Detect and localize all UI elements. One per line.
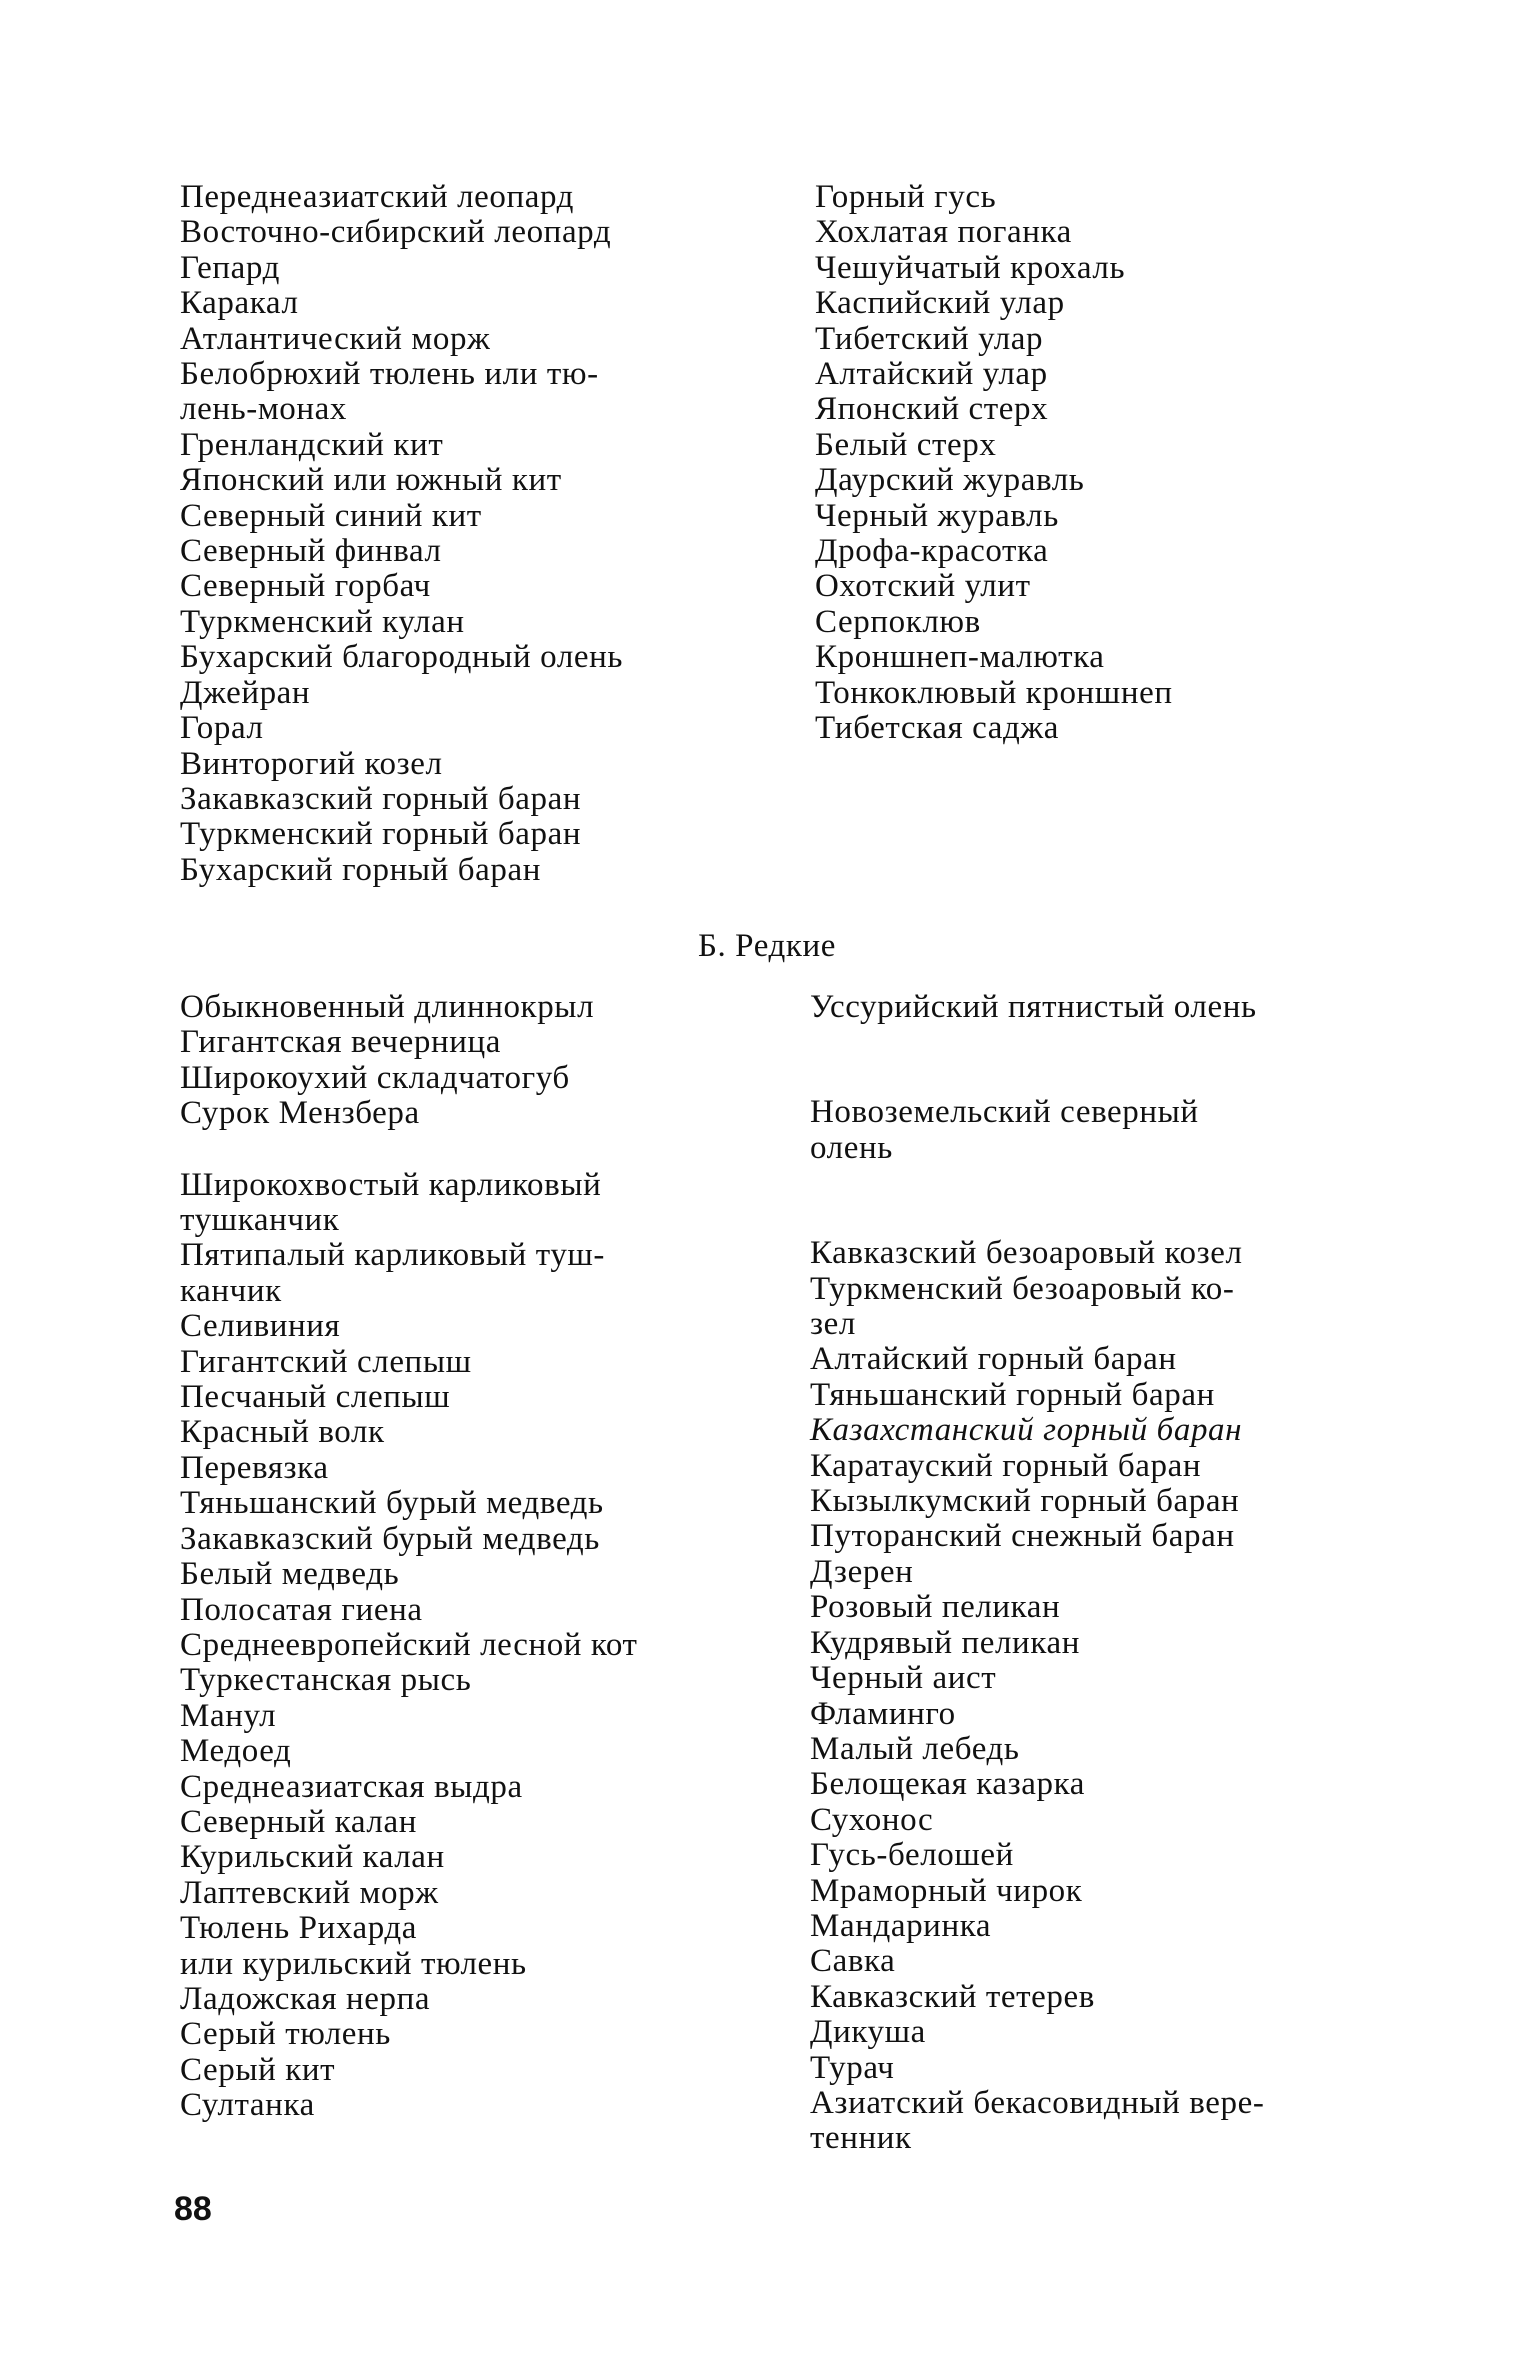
list-item: Тибетский улар xyxy=(815,320,1044,357)
list-item: Переднеазиатский леопард xyxy=(180,179,575,215)
list-item: Винторогий козел xyxy=(180,745,443,782)
list-item: Турач xyxy=(810,2049,895,2086)
list-item: Алтайский улар xyxy=(815,356,1048,393)
list-item: Серпоклюв xyxy=(815,603,981,640)
list-item: Кудрявый пеликан xyxy=(810,1624,1080,1661)
list-item: Горный гусь xyxy=(815,179,997,215)
list-item: Японский стерх xyxy=(815,391,1049,428)
list-item: Тонкоклювый кроншнеп xyxy=(815,674,1173,711)
list-item xyxy=(810,1413,1350,1448)
list-item: Тяньшанский бурый медведь xyxy=(180,1485,604,1522)
list-item: Селивиния xyxy=(180,1308,341,1345)
list-item: Савка xyxy=(810,1943,896,1980)
list-item: Сухонос xyxy=(810,1801,934,1838)
list-item: Тибетская саджа xyxy=(815,710,1060,747)
list-item: тенник xyxy=(810,2120,912,2157)
list-item: Лаптевский морж xyxy=(180,1874,439,1911)
list-item: Даурский журавль xyxy=(815,462,1085,499)
list-item: Розовый пеликан xyxy=(810,1589,1061,1626)
list-item: Японский или южный кит xyxy=(180,462,562,499)
list-item: Фламинго xyxy=(810,1695,956,1732)
list-item: Мраморный чирок xyxy=(810,1872,1083,1909)
list-item: Полосатая гиена xyxy=(180,1591,423,1628)
list-item: Белобрюхий тюлень или тю- xyxy=(180,356,599,393)
list-item: Тяньшанский горный баран xyxy=(810,1376,1215,1413)
list-item: Султанка xyxy=(180,2087,315,2124)
list-item: Бухарский благородный олень xyxy=(180,639,624,676)
list-item: Тюлень Рихарда xyxy=(180,1910,418,1947)
list-item: Манул xyxy=(180,1697,277,1734)
list-item: лень-монах xyxy=(180,391,348,428)
list-item: Северный финвал xyxy=(180,533,442,570)
list-item: Кавказский тетерев xyxy=(810,1978,1095,2015)
list-item: олень xyxy=(810,1129,893,1166)
list-item: Азиатский бекасовидный вере- xyxy=(810,2084,1265,2121)
list-item: Гигантская вечерница xyxy=(180,1024,501,1061)
section-heading: Б. Редкие xyxy=(697,928,837,964)
list-item: Каспийский улар xyxy=(815,285,1065,322)
list-item: Белый медведь xyxy=(180,1556,400,1593)
list-item: Горал xyxy=(180,710,264,747)
list-item: Пятипалый карликовый туш- xyxy=(180,1237,606,1274)
list-item: Дикуша xyxy=(810,2014,926,2051)
list-item: Сурок Мензбера xyxy=(180,1095,420,1132)
list-item: Северный синий кит xyxy=(180,497,482,534)
list-item: Белый стерх xyxy=(815,426,997,463)
list-item: Чешуйчатый крохаль xyxy=(815,249,1126,286)
list-item: Северный горбач xyxy=(180,568,431,605)
list-item: Гепард xyxy=(180,249,280,286)
list-item: Дрофа-красотка xyxy=(815,533,1049,570)
list-item: Путоранский снежный баран xyxy=(810,1518,1235,1555)
list-item: Белощекая казарка xyxy=(810,1766,1085,1803)
list-item: Широкоухий складчатогуб xyxy=(180,1059,570,1096)
list-item: Туркменский безоаровый ко- xyxy=(810,1270,1235,1307)
list-item: тушканчик xyxy=(180,1202,340,1239)
list-item: Перевязка xyxy=(180,1449,329,1486)
list-item: Туркменский горный баран xyxy=(180,816,582,853)
list-item: Северный калан xyxy=(180,1803,417,1840)
list-item: канчик xyxy=(180,1272,282,1309)
list-item: Ладожская нерпа xyxy=(180,1980,431,2017)
list-item: Каракал xyxy=(180,285,299,322)
list-item: Среднеевропейский лесной кот xyxy=(180,1626,638,1663)
list-item: Новоземельский северный xyxy=(810,1094,1199,1131)
list-item: Серый тюлень xyxy=(180,2016,391,2053)
list-item: Красный волк xyxy=(180,1414,385,1451)
list-item: Алтайский горный баран xyxy=(810,1341,1177,1378)
list-item: Восточно-сибирский леопард xyxy=(180,214,612,251)
list-item: Туркестанская рысь xyxy=(180,1662,472,1699)
list-item: Кавказский безоаровый козел xyxy=(810,1235,1243,1272)
list-item: Медоед xyxy=(180,1733,292,1770)
section-a-right-column xyxy=(815,180,1335,747)
list-item: Дзерен xyxy=(810,1553,914,1590)
list-item: Серый кит xyxy=(180,2051,336,2088)
list-item: Закавказский бурый медведь xyxy=(180,1520,600,1557)
list-item: Черный журавль xyxy=(815,497,1059,534)
list-item: Туркменский кулан xyxy=(180,603,465,640)
list-item: Гигантский слепыш xyxy=(180,1343,472,1380)
list-item: зел xyxy=(810,1306,856,1343)
list-item: Гусь-белошей xyxy=(810,1837,1014,1874)
list-item: Песчаный слепыш xyxy=(180,1379,451,1416)
list-item: Охотский улит xyxy=(815,568,1031,605)
list-item: Джейран xyxy=(180,674,311,711)
list-item: Широкохвостый карликовый xyxy=(180,1166,602,1203)
list-item: Уссурийский пятнистый олень xyxy=(810,989,1257,1025)
list-item: Закавказский горный баран xyxy=(180,780,582,817)
list-item: Курильский калан xyxy=(180,1839,445,1876)
list-item: Атлантический морж xyxy=(180,320,491,357)
page-number: 88 xyxy=(174,2190,212,2228)
list-item: Кроншнеп-малютка xyxy=(815,639,1105,676)
list-item: Обыкновенный длиннокрыл xyxy=(180,989,595,1025)
list-item: Гренландский кит xyxy=(180,426,444,463)
list-item: или курильский тюлень xyxy=(180,1945,527,1982)
list-item: Среднеазиатская выдра xyxy=(180,1768,523,1805)
list-item: Каратауский горный баран xyxy=(810,1447,1202,1484)
list-item: Черный аист xyxy=(810,1660,997,1697)
list-item: Кызылкумский горный баран xyxy=(810,1483,1240,1520)
section-b-left-column xyxy=(180,990,700,2124)
list-item: Бухарский горный баран xyxy=(180,851,541,888)
section-b-right-column xyxy=(810,990,1350,2157)
section-a-left-column xyxy=(180,180,700,888)
list-item: Мандаринка xyxy=(810,1907,992,1944)
italic-text: Казахстанский горный баран xyxy=(810,1412,1243,1449)
list-item: Хохлатая поганка xyxy=(815,214,1072,251)
list-item: Малый лебедь xyxy=(810,1730,1020,1767)
